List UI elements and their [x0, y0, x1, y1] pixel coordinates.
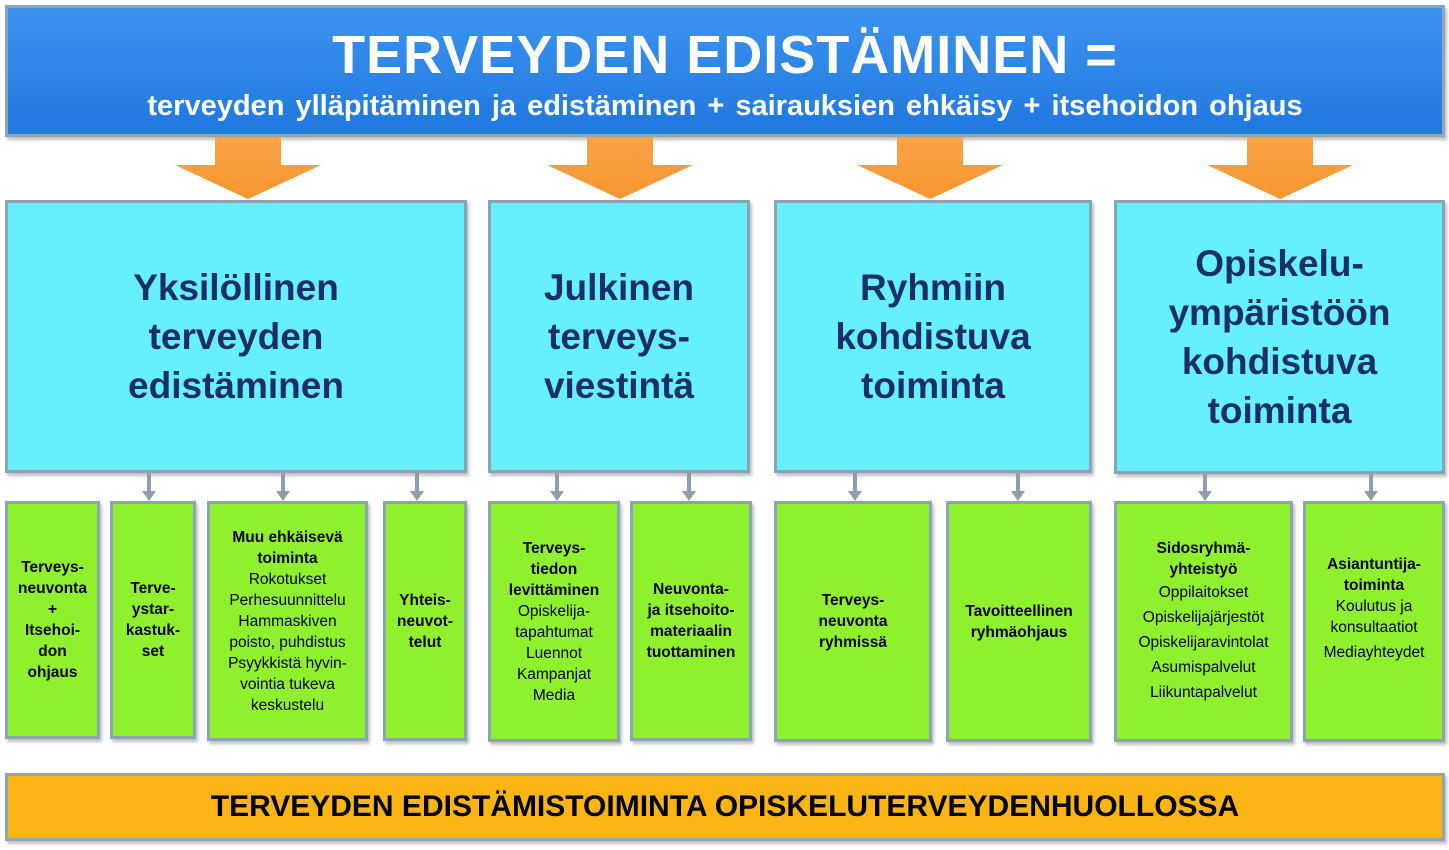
- category-line: Ryhmiin: [860, 267, 1006, 308]
- sub-title-line: Terve-: [130, 580, 176, 597]
- connector-arrow-icon: [142, 473, 156, 503]
- sub-title-line: ja itsehoito-: [647, 602, 735, 619]
- category-line: terveys-: [548, 316, 690, 357]
- sub-title-line: ryhmäohjaus: [970, 623, 1068, 641]
- sub-title-line: ryhmissä: [818, 634, 888, 651]
- header-subtitle: terveyden ylläpitäminen ja edistäminen + sairauksien ehkäisy + itsehoidon ohjaus: [147, 90, 1303, 122]
- connector-arrow-icon: [550, 473, 564, 503]
- sub-title-line: Terveys-: [821, 592, 885, 609]
- sub-terveystiedon-levittaminen: [488, 501, 620, 742]
- sub-terveysneuvonta-ryhmissa: [774, 501, 932, 742]
- arrow-down-icon: [545, 137, 695, 200]
- sub-muu-ehkaiseva: [207, 501, 368, 741]
- sub-item: keskustelu: [250, 696, 325, 714]
- sub-item: Koulutus ja: [1335, 598, 1413, 615]
- sub-item: konsultaatiot: [1330, 619, 1418, 636]
- sub-title-line: set: [141, 643, 165, 660]
- category-line: Opiskelu-: [1195, 243, 1364, 284]
- sub-title-line: neuvonta: [818, 613, 888, 630]
- sub-title-line: ohjaus: [27, 664, 78, 681]
- arrow-down-icon: [1205, 137, 1355, 200]
- sub-title-line: tuottaminen: [646, 644, 736, 661]
- sub-item: tapahtumat: [515, 623, 593, 641]
- sub-item: Hammaskiven: [238, 612, 337, 630]
- category-line: toiminta: [1207, 390, 1352, 431]
- category-ryhmiin: [774, 200, 1092, 473]
- sub-title-line: Sidosryhmä-: [1156, 540, 1251, 557]
- sub-title-line: don: [38, 643, 67, 660]
- sub-terveysneuvonta: [5, 501, 100, 739]
- sub-item: Rokotukset: [248, 570, 327, 588]
- connector-arrow-icon: [682, 473, 696, 503]
- connector-arrow-icon: [1011, 473, 1025, 503]
- sub-title-line: telut: [408, 633, 442, 651]
- category-line: Yksilöllinen: [133, 267, 339, 308]
- sub-item: Oppilaitokset: [1158, 584, 1249, 601]
- sub-neuvontamateriaali: [630, 501, 752, 741]
- sub-tavoitteellinen-ryhmaohjaus: [946, 501, 1092, 742]
- arrow-down-icon: [173, 137, 323, 200]
- sub-item: Luennot: [525, 644, 583, 662]
- sub-item: Opiskelija-: [517, 602, 591, 620]
- sub-title-line: Terveys-: [522, 539, 586, 557]
- header-banner: [5, 5, 1445, 137]
- sub-asiantuntijatoiminta: [1303, 501, 1445, 742]
- sub-item: Psyykkistä hyvin-: [228, 654, 347, 672]
- sub-title-line: ystar-: [131, 601, 175, 618]
- category-julkinen: [488, 200, 750, 473]
- sub-title-line: kastuk-: [125, 622, 181, 639]
- sub-item: Perhesuunnittelu: [229, 591, 346, 609]
- connector-arrow-icon: [1364, 473, 1378, 503]
- category-line: Julkinen: [543, 267, 695, 308]
- sub-title-line: +: [47, 601, 58, 618]
- footer-banner: [5, 773, 1445, 841]
- connector-arrow-icon: [1198, 473, 1212, 503]
- sub-title-line: Yhteis-: [399, 591, 451, 609]
- header-title: TERVEYDEN EDISTÄMINEN =: [332, 25, 1118, 85]
- arrow-down-icon: [855, 137, 1005, 200]
- sub-title-line: toiminta: [1343, 577, 1405, 594]
- sub-title-line: neuvonta: [18, 580, 87, 597]
- category-opiskeluymparisto: [1114, 200, 1445, 474]
- sub-yhteisneuvottelut: [383, 501, 467, 741]
- category-line: edistäminen: [128, 365, 344, 406]
- connector-arrow-icon: [276, 473, 290, 503]
- sub-title-line: Tavoitteellinen: [965, 602, 1073, 620]
- sub-sidosryhmayhteistyo: [1114, 501, 1293, 742]
- sub-title-line: neuvot-: [397, 612, 453, 630]
- sub-title-line: Terveys-: [21, 559, 84, 576]
- sub-item: Liikuntapalvelut: [1150, 684, 1257, 701]
- sub-title-line: yhteistyö: [1169, 561, 1238, 578]
- connector-arrow-icon: [848, 473, 862, 503]
- sub-item: poisto, puhdistus: [229, 633, 346, 651]
- sub-title-line: toiminta: [257, 549, 318, 567]
- sub-title-line: Itsehoi-: [24, 622, 81, 639]
- sub-item: Asumispalvelut: [1151, 659, 1256, 676]
- sub-item: Mediayhteydet: [1323, 644, 1425, 661]
- footer-text: TERVEYDEN EDISTÄMISTOIMINTA OPISKELUTERVEYDENHUOLLOSSA: [210, 790, 1240, 823]
- sub-item: Kampanjat: [516, 665, 592, 683]
- sub-terveystarkastukset: [110, 501, 196, 739]
- sub-title-line: Asiantuntija-: [1327, 556, 1421, 573]
- category-line: kohdistuva: [835, 316, 1031, 357]
- category-line: ympäristöön: [1168, 292, 1391, 333]
- sub-title-line: levittäminen: [508, 581, 600, 599]
- category-line: viestintä: [543, 365, 695, 406]
- sub-item: vointia tukeva: [240, 675, 335, 693]
- sub-item: Opiskelijajärjestöt: [1142, 609, 1265, 626]
- category-line: toiminta: [861, 365, 1005, 406]
- category-yksilollinen: [5, 200, 467, 473]
- category-line: kohdistuva: [1181, 341, 1378, 382]
- sub-title-line: Muu ehkäisevä: [232, 528, 343, 546]
- sub-item: Media: [532, 686, 576, 704]
- category-line: terveyden: [148, 316, 324, 357]
- sub-title-line: materiaalin: [650, 623, 732, 640]
- sub-title-line: tiedon: [530, 560, 578, 578]
- sub-title-line: Neuvonta-: [653, 581, 729, 598]
- connector-arrow-icon: [410, 473, 424, 503]
- sub-item: Opiskelijaravintolat: [1138, 634, 1269, 651]
